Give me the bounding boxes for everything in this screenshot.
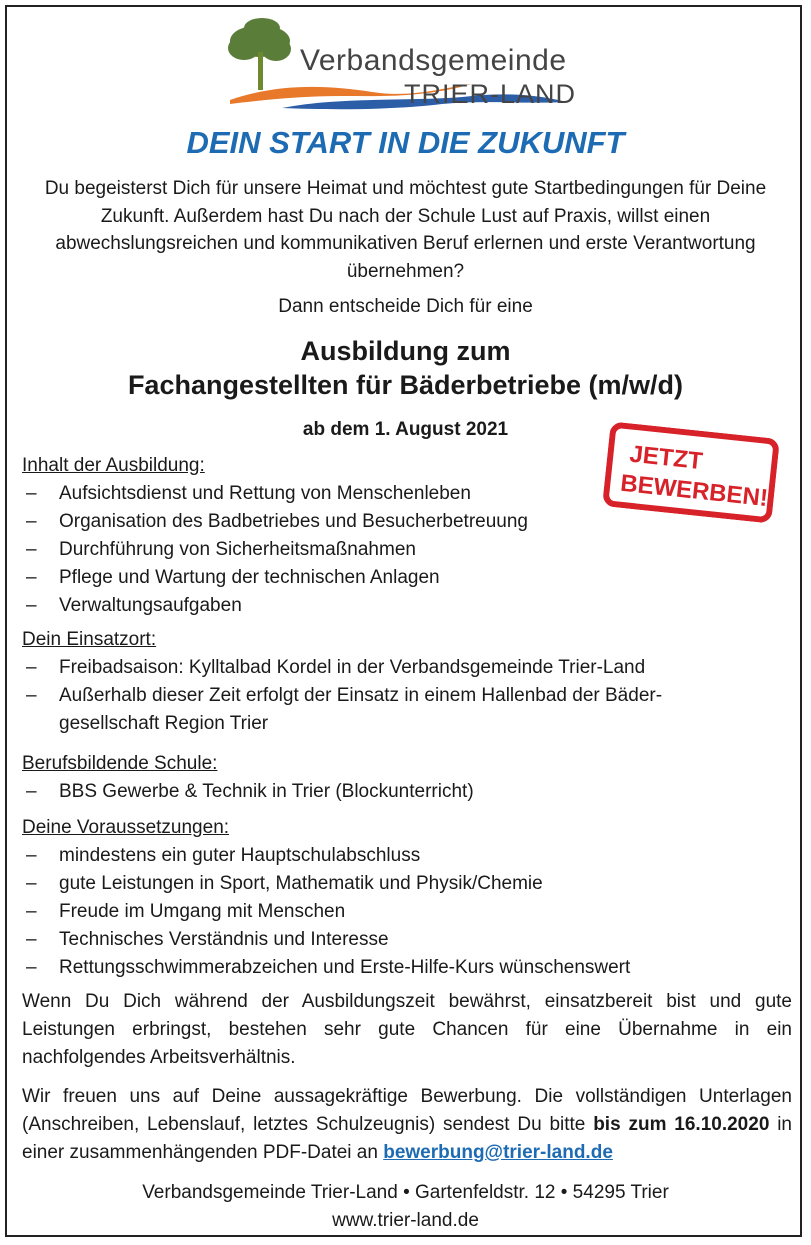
footer	[0, 1179, 811, 1235]
closing-paragraph: Wenn Du Dich während der Ausbildungszeit bewährst, einsatzbereit bist und gute Leistungen erbringst, bestehen sehr gute Chancen für eine Übernahme in ein nachfolgendes Arbeitsverhältnis.	[22, 991, 792, 1068]
list-item: – BBS Gewerbe & Technik in Trier (Blockunterricht)	[26, 781, 474, 802]
list-item: – Aufsichtsdienst und Rettung von Menschenleben	[26, 483, 471, 504]
website-link[interactable]: www.trier-land.de	[332, 1210, 479, 1231]
section-heading: Berufsbildende Schule:	[22, 753, 218, 774]
list-item: – Durchführung von Sicherheitsmaßnahmen	[26, 539, 416, 560]
application-paragraph: Wir freuen uns auf Deine aussagekräftige Bewerbung. Die vollständigen Unterlagen (Anschreiben, Lebenslauf, letztes Schulzeugnis) sendest Du bitte bis zum 16.10.2020 in einer zusammenhängenden PDF-Datei an bewerbung@trier-land.de	[22, 1086, 792, 1163]
logo-text-line2: TRIER-LAND	[404, 79, 577, 109]
section-location	[22, 626, 792, 738]
list-item: – Pflege und Wartung der technischen Anlagen	[26, 567, 440, 588]
deadline: bis zum 16.10.2020	[593, 1114, 770, 1135]
list-item: – Freude im Umgang mit Menschen	[26, 901, 346, 922]
section-heading: Dein Einsatzort:	[22, 629, 157, 650]
lead-in-text: Dann entscheide Dich für eine	[278, 296, 533, 317]
stamp-line1: JETZT	[628, 440, 704, 476]
list-item: – Freibadsaison: Kylltalbad Kordel in der Verbandsgemeinde Trier-Land	[26, 657, 646, 678]
list-item: – gute Leistungen in Sport, Mathematik und Physik/Chemie	[26, 873, 543, 894]
logo-text-line1: Verbandsgemeinde	[300, 44, 567, 77]
list-item: – mindestens ein guter Hauptschulabschluss	[26, 845, 421, 866]
list-item: – Rettungsschwimmerabzeichen und Erste-Hilfe-Kurs wünschenswert	[26, 957, 631, 978]
footer-address: Verbandsgemeinde Trier-Land • Gartenfeldstr. 12 • 54295 Trier	[142, 1182, 669, 1203]
section-content	[22, 452, 792, 620]
list-item: – Verwaltungsaufgaben	[26, 595, 242, 616]
headline: DEIN START IN DIE ZUKUNFT	[186, 125, 625, 160]
stamp-line2: BEWERBEN!	[619, 469, 770, 513]
job-title-line2: Fachangestellten für Bäderbetriebe (m/w/d)	[127, 370, 684, 400]
tree-icon	[228, 18, 291, 90]
job-title-line1: Ausbildung zum	[300, 336, 511, 366]
job-title	[0, 334, 811, 402]
section-heading: Deine Voraussetzungen:	[22, 817, 230, 838]
start-date: ab dem 1. August 2021	[302, 419, 509, 440]
intro-paragraph: Du begeisterst Dich für unsere Heimat und möchtest gute Startbedingungen für Deine Zukunft. Außerdem hast Du nach der Schule Lust auf Praxis, willst einen abwechslungsreichen und kommunikativen Beruf erlernen und erste Verantwortung übernehmen?	[44, 178, 767, 282]
section-school	[22, 750, 792, 806]
email-link[interactable]: bewerbung@trier-land.de	[383, 1142, 613, 1163]
list-item: – Außerhalb dieser Zeit erfolgt der Einsatz in einem Hallenbad der Bäder-gesellschaft Region Trier	[26, 685, 663, 734]
list-item: – Technisches Verständnis und Interesse	[26, 929, 389, 950]
list-item: – Organisation des Badbetriebes und Besucherbetreuung	[26, 511, 528, 532]
section-heading: Inhalt der Ausbildung:	[22, 455, 205, 476]
section-requirements	[22, 814, 792, 982]
